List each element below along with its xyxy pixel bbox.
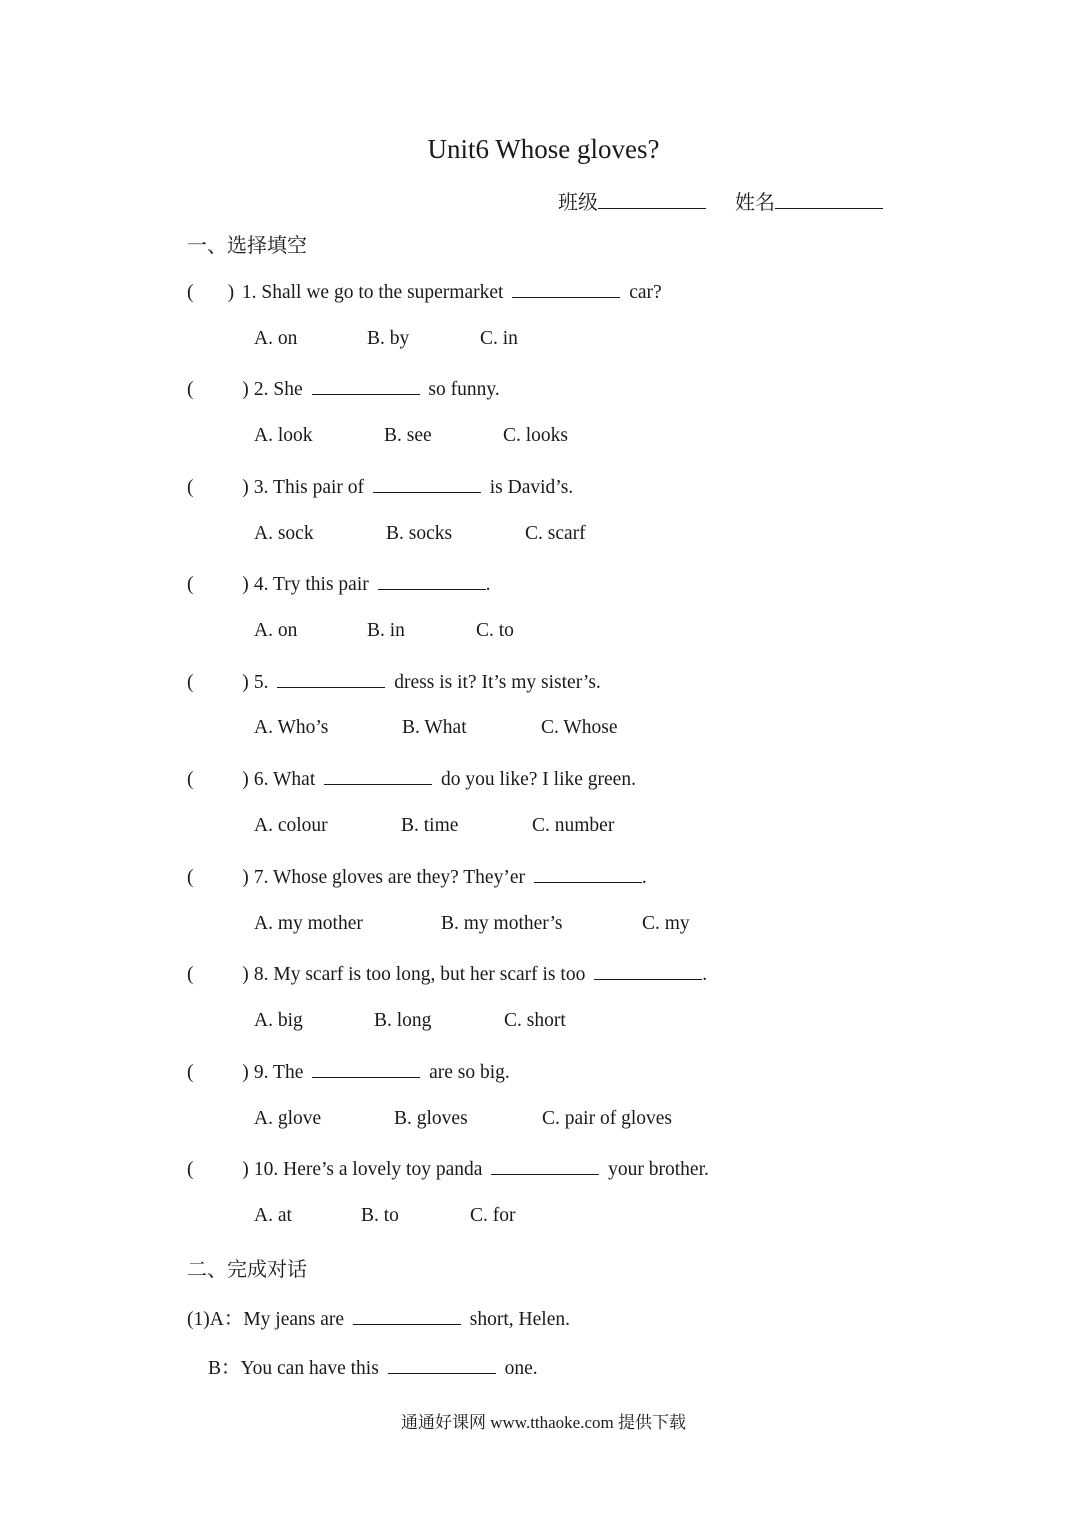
option-c: C. number [532,815,615,836]
question-text-after: do you like? I like green. [441,769,636,790]
options-4 [254,620,514,642]
options-10 [254,1205,516,1227]
answer-blank [388,1355,496,1374]
question-9 [187,1059,510,1084]
question-1 [187,279,662,304]
option-b: B. in [367,620,405,641]
question-text-before: The [273,1062,304,1083]
answer-blank [277,669,385,688]
question-text-after: your brother. [608,1159,709,1180]
option-c: C. for [470,1205,516,1226]
answer-bracket: ( ) [187,477,249,498]
question-text-after: so funny. [428,379,500,400]
dialogue-line-2 [208,1352,538,1380]
page-title: Unit6 Whose gloves? [427,134,660,164]
option-b: B. What [402,717,467,738]
question-number: 3. [253,477,269,498]
question-number: 1. [241,282,257,303]
option-b: B. socks [386,523,453,544]
question-text-before: Try this pair [273,574,369,595]
name-label: 姓名 [735,192,775,214]
options-9 [254,1108,672,1130]
question-text-after: car? [629,282,662,303]
answer-bracket: ( ) [187,867,249,888]
question-number: 10. [253,1159,279,1180]
answer-bracket: ( ) [187,964,249,985]
dialogue-text-before: My jeans are [243,1309,345,1330]
options-8 [254,1010,566,1032]
option-c: C. Whose [541,717,618,738]
option-c: C. scarf [525,523,586,544]
question-2 [187,376,500,401]
footer-credit: 通通好课网 www.tthaoke.com 提供下载 [400,1413,687,1432]
option-b: B. gloves [394,1108,468,1129]
question-text-after: . [702,964,708,985]
answer-blank [491,1156,599,1175]
options-6 [254,815,614,837]
answer-blank [312,376,420,395]
option-a: A. my mother [254,913,363,934]
question-7 [187,864,647,889]
options-2 [254,425,568,447]
question-number: 2. [253,379,269,400]
answer-bracket: ( ) [187,282,235,303]
dialogue-text-before: You can have this [240,1358,379,1379]
option-a: A. sock [254,523,314,544]
option-a: A. on [254,328,298,349]
name-field [735,186,883,215]
question-text-before: Whose gloves are they? They’er [273,867,525,888]
answer-blank [353,1306,461,1325]
option-c: C. in [480,328,518,349]
option-a: A. big [254,1010,303,1031]
option-a: A. at [254,1205,292,1226]
answer-bracket: ( ) [187,1159,249,1180]
question-3 [187,474,573,499]
option-b: B. time [401,815,459,836]
option-a: A. colour [254,815,328,836]
question-6 [187,766,636,791]
answer-bracket: ( ) [187,379,249,400]
dialogue-text-after: one. [504,1358,538,1379]
speaker-label: (1)A： [187,1309,244,1330]
answer-blank [378,571,486,590]
question-text-before: What [273,769,316,790]
answer-bracket: ( ) [187,769,249,790]
question-text-after: . [641,867,647,888]
question-text-before: Here’s a lovely toy panda [283,1159,483,1180]
section-title-dialogue: 二、完成对话 [187,1259,307,1281]
answer-blank [512,279,620,298]
speaker-label: B： [208,1358,241,1379]
option-c: C. looks [503,425,569,446]
question-number: 4. [253,574,269,595]
question-number: 6. [253,769,269,790]
question-number: 7. [253,867,269,888]
name-blank [775,190,883,209]
question-text-before: This pair of [273,477,365,498]
dialogue-line-1 [187,1303,570,1331]
option-a: A. on [254,620,298,641]
question-text-after: . [485,574,491,595]
question-number: 5. [253,672,269,693]
question-text-after: dress is it? It’s my sister’s. [394,672,601,693]
option-c: C. to [476,620,514,641]
question-text-after: are so big. [429,1062,510,1083]
option-c: C. my [642,913,690,934]
question-text-before: My scarf is too long, but her scarf is too [273,964,586,985]
options-5 [254,717,618,739]
option-c: C. short [504,1010,566,1031]
question-10 [187,1156,709,1181]
option-b: B. see [384,425,432,446]
answer-blank [534,864,642,883]
section-title-choice: 一、选择填空 [187,235,307,257]
answer-blank [373,474,481,493]
options-1 [254,328,518,350]
option-b: B. my mother’s [441,913,563,934]
question-8 [187,961,707,986]
question-number: 9. [253,1062,269,1083]
answer-bracket: ( ) [187,1062,249,1083]
option-b: B. long [374,1010,432,1031]
question-5 [187,669,601,694]
options-7 [254,913,690,935]
question-number: 8. [253,964,269,985]
answer-blank [324,766,432,785]
class-field [558,186,706,215]
answer-bracket: ( ) [187,574,249,595]
question-text-after: is David’s. [489,477,574,498]
option-a: A. Who’s [254,717,329,738]
option-a: A. look [254,425,313,446]
dialogue-text-after: short, Helen. [469,1309,570,1330]
question-text-before: Shall we go to the supermarket [261,282,504,303]
option-a: A. glove [254,1108,322,1129]
answer-blank [594,961,702,980]
question-4 [187,571,491,596]
option-c: C. pair of gloves [542,1108,672,1129]
answer-blank [312,1059,420,1078]
option-b: B. to [361,1205,399,1226]
answer-bracket: ( ) [187,672,249,693]
class-blank [598,190,706,209]
option-b: B. by [367,328,410,349]
question-text-before: She [273,379,303,400]
options-3 [254,523,586,545]
class-label: 班级 [558,192,598,214]
